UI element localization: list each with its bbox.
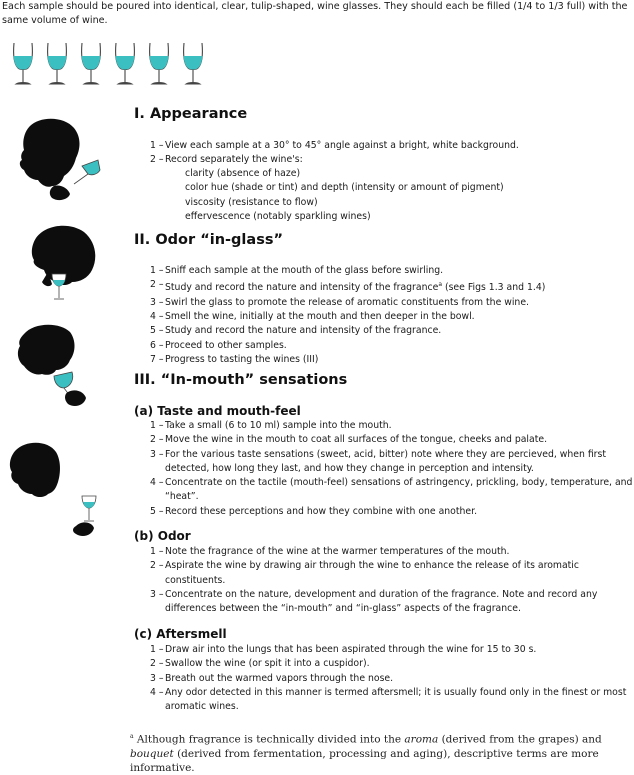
subsection-title-taste: (a) Taste and mouth-feel	[134, 404, 301, 418]
wine-glass-icon	[146, 40, 172, 88]
section-title-appearance: I. Appearance	[134, 106, 248, 122]
list-item: 2 – Move the wine in the mouth to coat all surfaces of the tongue, cheeks and palate.	[150, 434, 548, 446]
intro-text: Each sample should be poured into identical, clear, tulip-shaped, wine glasses. They should each be filled (1/4 to 1/3 full) with the same volume of wine.	[2, 1, 628, 26]
list-item: 1 – Take a small (6 to 10 ml) sample into the mouth.	[150, 420, 392, 431]
list-item: 3 – For the various taste sensations (sweet, acid, bitter) note where they are percieved, when first detected, how long they last, and how they change in perception and intensity.	[150, 448, 606, 474]
wine-properties-list	[185, 167, 504, 224]
head-silhouette-icon	[10, 322, 100, 412]
subsection-title-aftersmell: (c) Aftersmell	[134, 627, 227, 641]
head-silhouette-icon	[26, 222, 106, 307]
wine-glass-icon	[10, 40, 36, 88]
odor-in-glass-steps	[150, 264, 634, 367]
head-silhouette-icon	[4, 440, 104, 545]
list-item: 7 – Progress to tasting the wines (III)	[150, 353, 319, 365]
list-item: viscosity (resistance to flow)	[185, 196, 318, 208]
wine-glass-icon	[44, 40, 70, 88]
list-item: 1 – Draw air into the lungs that has been aspirated through the wine for 15 to 30 s.	[150, 644, 537, 655]
footnote: $^a$ Although fragrance is technically divided into the aroma (derived from the grapes) and bouquet (derived from fermentation, processing and aging), descriptive terms are more informative.	[130, 733, 602, 774]
head-silhouette-icon	[12, 116, 102, 201]
list-item: 1 – Sniff each sample at the mouth of the glass before swirling.	[150, 265, 444, 276]
list-item: 3 – Breath out the warmed vapors through the nose.	[150, 672, 394, 684]
aftersmell-steps	[150, 643, 634, 714]
list-item: 2 – Record separately the wine's:	[150, 154, 303, 166]
list-item: 4 – Smell the wine, initially at the mouth and then deeper in the bowl.	[150, 310, 475, 322]
subsection-title-odor: (b) Odor	[134, 529, 191, 543]
list-item: 4 – Any odor detected in this manner is termed aftersmell; it is usually found only in the finest or most aromatic wines.	[150, 686, 627, 713]
wine-glass-row	[10, 40, 180, 90]
list-item: 1 – View each sample at a 30° to 45° angle against a bright, white background.	[150, 140, 519, 151]
list-item: 2 – Aspirate the wine by drawing air through the wine to enhance the release of its aromatic constituents.	[150, 560, 579, 586]
list-item: 5 – Record these perceptions and how they combine with one another.	[150, 505, 478, 517]
wine-glass-icon	[112, 40, 138, 88]
list-item: 6 – Proceed to other samples.	[150, 339, 287, 351]
wine-glass-icon	[78, 40, 104, 88]
list-item: 2 – Swallow the wine (or spit it into a cuspidor).	[150, 658, 370, 670]
taste-steps	[150, 419, 634, 519]
list-item: 5 – Study and record the nature and intensity of the fragrance.	[150, 325, 442, 337]
list-item: 3 – Swirl the glass to promote the release of aromatic constituents from the wine.	[150, 296, 529, 308]
appearance-steps	[150, 139, 634, 168]
odor-steps	[150, 545, 634, 616]
list-item: effervescence (notably sparkling wines)	[185, 210, 371, 222]
section-title-odor-in-glass: II. Odor “in-glass”	[134, 232, 283, 248]
section-title-in-mouth: III. “In-mouth” sensations	[134, 372, 348, 388]
list-item: color hue (shade or tint) and depth (intensity or amount of pigment)	[185, 182, 504, 194]
list-item: 4 – Concentrate on the tactile (mouth-feel) sensations of astringency, prickling, body, temperature, and “heat”.	[150, 477, 633, 503]
list-item: 3 – Concentrate on the nature, development and duration of the fragrance. Note and record any differences between the “in-mouth” and “in-glass” aspects of the fragrance.	[150, 588, 598, 615]
list-item: clarity (absence of haze)	[185, 168, 301, 179]
list-item: 2 – Study and record the nature and intensity of the fragrance$^a$ (see Figs 1.3 and 1.4)	[150, 279, 546, 294]
list-item: 1 – Note the fragrance of the wine at the warmer temperatures of the mouth.	[150, 546, 510, 557]
wine-glass-icon	[180, 40, 206, 88]
